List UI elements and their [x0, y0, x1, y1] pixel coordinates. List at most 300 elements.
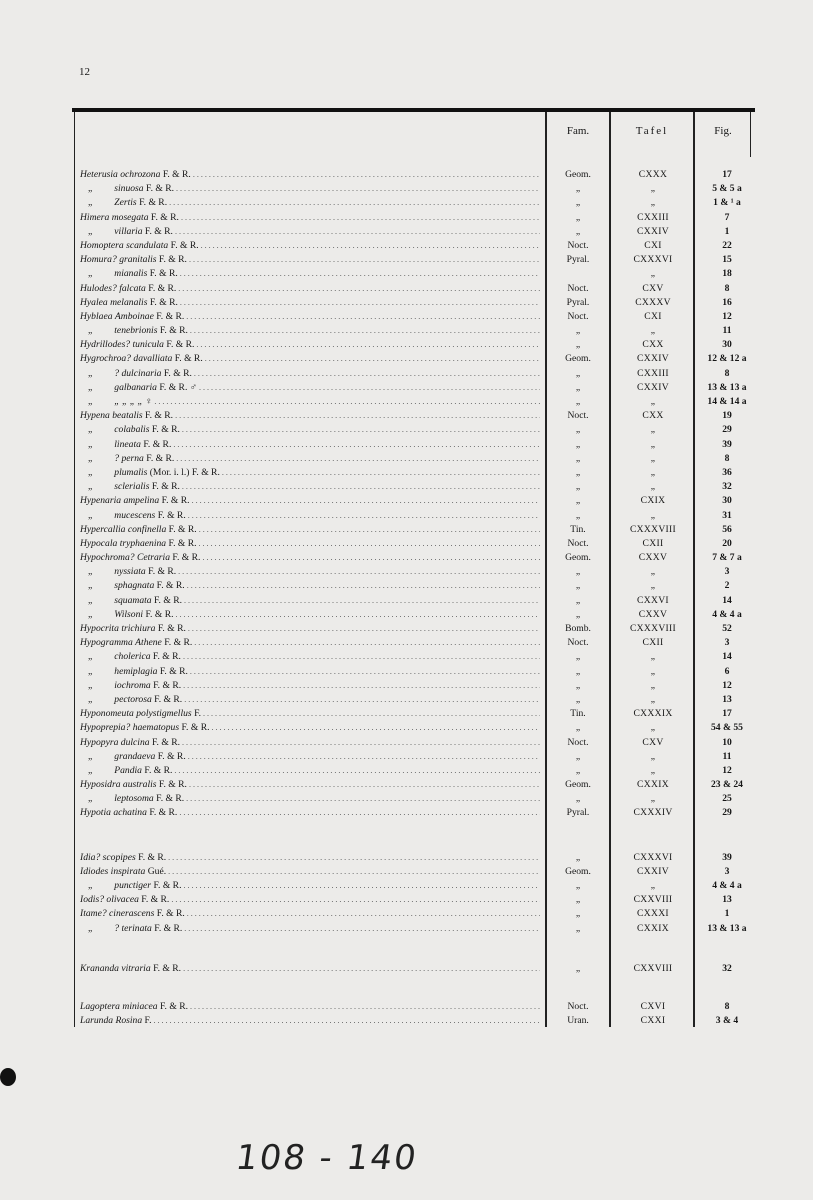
table-row: [80, 423, 750, 437]
table-row: [80, 211, 750, 225]
taxon-name: [80, 907, 540, 921]
family-cell: Uran.: [567, 1015, 589, 1027]
species-name: inspirata: [110, 865, 146, 877]
taxon-name: [80, 211, 540, 225]
author: F. & R.: [153, 880, 182, 891]
ditto-mark: „: [88, 764, 93, 776]
taxon-name: [80, 395, 540, 409]
table-row: [80, 778, 750, 792]
ditto-mark: „: [88, 197, 93, 209]
table-row: [80, 851, 750, 865]
genus-name: Homura?: [80, 254, 117, 266]
family-cell: „: [575, 851, 581, 863]
tafel-cell: „: [650, 722, 656, 734]
author: F.: [194, 708, 202, 720]
species-name: ? perna: [114, 452, 144, 464]
tafel-cell: CXII: [642, 537, 664, 549]
tafel-cell: CXXIII: [637, 367, 669, 379]
table-row: [80, 565, 750, 579]
tafel-cell: „: [650, 452, 656, 464]
tafel-cell: „: [650, 509, 656, 521]
taxon-name: [80, 622, 540, 636]
author: F. & R.: [139, 197, 168, 209]
author: F. & R.: [174, 353, 203, 365]
family-cell: Geom.: [565, 353, 591, 365]
taxon-name: [80, 650, 540, 664]
species-name: tenebrionis: [114, 325, 158, 337]
genus-name: Itame?: [80, 908, 107, 920]
author: F. & R.: [149, 296, 178, 308]
author: F. & R.: [151, 736, 180, 748]
family-cell: Geom.: [565, 169, 591, 180]
species-name: falcata: [119, 282, 146, 294]
genus-name: Hyalea: [80, 296, 108, 308]
family-cell: „: [575, 452, 581, 464]
author: F. & R.: [151, 481, 180, 493]
author: F. & R.: [151, 424, 180, 436]
author: F. & R.: [168, 523, 197, 535]
figure-cell: 15: [722, 254, 732, 266]
table-row: [80, 338, 750, 352]
figure-cell: 39: [722, 438, 732, 450]
species-name: sinuosa: [114, 183, 144, 195]
tafel-cell: „: [650, 693, 656, 705]
taxon-name: [80, 1000, 540, 1014]
species-name: cinerascens: [109, 908, 155, 920]
family-cell: „: [575, 183, 581, 195]
family-cell: Tin.: [570, 523, 586, 535]
figure-cell: 7: [724, 211, 730, 223]
figure-cell: 13 & 13 a: [707, 922, 747, 934]
author: F. & R.: [163, 367, 192, 379]
table-row: [80, 665, 750, 679]
table-row: [80, 282, 750, 296]
tafel-cell: „: [650, 438, 656, 450]
species-name: scandulata: [126, 239, 169, 251]
taxon-name: [80, 409, 540, 423]
author: F. & R.: [157, 509, 186, 521]
figure-cell: 11: [722, 325, 732, 337]
section-gap: [80, 976, 750, 1000]
author: F. & R.: [149, 807, 178, 819]
figure-cell: 14: [722, 594, 732, 606]
ditto-mark: „: [88, 651, 93, 663]
species-name: Wilsoni: [114, 608, 144, 620]
table-row: [80, 679, 750, 693]
author: F. & R.: [145, 608, 174, 620]
family-cell: „: [575, 880, 581, 891]
family-cell: „: [575, 894, 581, 906]
genus-name: Lagoptera: [80, 1000, 120, 1012]
table-row: [80, 225, 750, 239]
species-name: trichiura: [121, 623, 156, 634]
author: F. & R.: [162, 169, 191, 180]
author: F. & R.: [149, 268, 178, 280]
figure-cell: 3: [724, 865, 730, 877]
table-row: [80, 381, 750, 395]
species-name: confinella: [127, 523, 167, 535]
index-table: [80, 168, 750, 1028]
species-name: cholerica: [114, 651, 151, 663]
family-cell: „: [575, 679, 581, 691]
genus-name: Idiodes: [80, 865, 109, 877]
table-row: [80, 352, 750, 366]
taxon-name: [80, 196, 540, 210]
tafel-cell: „: [650, 325, 656, 337]
species-name: ampelina: [123, 495, 160, 507]
tafel-cell: „: [650, 396, 656, 407]
species-name: Cetraria: [136, 552, 171, 564]
taxon-name: [80, 239, 540, 253]
table-row: [80, 239, 750, 253]
family-cell: „: [575, 438, 581, 450]
taxon-name: [80, 509, 540, 523]
species-name: Athene: [135, 637, 162, 649]
tafel-cell: CXXXVIII: [629, 623, 677, 634]
author: F. & R.: [153, 679, 182, 691]
table-row: [80, 907, 750, 921]
figure-cell: 17: [722, 708, 732, 720]
author: F. & R.: [145, 410, 174, 422]
family-cell: „: [575, 325, 581, 337]
author: F. & R.: [152, 651, 181, 663]
taxon-name: [80, 324, 540, 338]
species-name: „ „ „ „: [114, 396, 143, 407]
table-row: [80, 480, 750, 494]
family-cell: „: [575, 424, 581, 436]
tafel-cell: „: [650, 651, 656, 663]
author: F. & R.: [156, 793, 185, 805]
family-cell: Bomb.: [565, 623, 591, 634]
family-cell: Noct.: [567, 1000, 589, 1012]
author: F. & R.: [144, 764, 173, 776]
ditto-mark: „: [88, 679, 93, 691]
tafel-cell: CXXVIII: [633, 894, 673, 906]
family-cell: Noct.: [567, 410, 589, 422]
tafel-cell: CXI: [644, 239, 662, 251]
tafel-cell: „: [650, 793, 656, 805]
author: F. & R.: [170, 239, 199, 251]
table-row: [80, 922, 750, 936]
ditto-mark: „: [88, 880, 93, 891]
taxon-name: [80, 168, 540, 182]
family-cell: Noct.: [567, 537, 589, 549]
species-name: mianalis: [114, 268, 148, 280]
species-name: tryphaenina: [119, 537, 167, 549]
figure-cell: 11: [722, 750, 732, 762]
ink-spot: [0, 1068, 16, 1086]
author: F. & R.: [144, 225, 173, 237]
figure-cell: 18: [722, 268, 732, 280]
figure-cell: 1: [724, 908, 730, 920]
author: F. & R.: [138, 851, 167, 863]
family-cell: „: [575, 481, 581, 493]
species-name: ? terinata: [114, 922, 152, 934]
genus-name: Hypoprepia?: [80, 722, 131, 734]
species-name: leptosoma: [114, 793, 154, 805]
table-row: [80, 551, 750, 565]
tafel-cell: „: [650, 424, 656, 436]
table-row: [80, 893, 750, 907]
family-cell: „: [575, 466, 581, 478]
author: F. & R.: [150, 211, 179, 223]
figure-cell: 36: [722, 466, 732, 478]
taxon-name: [80, 778, 540, 792]
ditto-mark: „: [88, 396, 93, 407]
table-row: [80, 608, 750, 622]
family-cell: Geom.: [565, 779, 591, 791]
header-fig: Fig.: [714, 125, 732, 137]
species-name: plumalis: [114, 466, 148, 478]
tafel-cell: „: [650, 197, 656, 209]
tafel-cell: CXXX: [638, 169, 668, 180]
section-gap: [80, 936, 750, 962]
taxon-name: [80, 381, 540, 395]
taxon-name: [80, 893, 540, 907]
taxon-name: [80, 636, 540, 650]
genus-name: Himera: [80, 211, 110, 223]
taxon-name: [80, 423, 540, 437]
figure-cell: 54 & 55: [711, 722, 743, 734]
family-cell: Noct.: [567, 637, 589, 649]
table-row: [80, 395, 750, 409]
species-name: davalliata: [133, 353, 173, 365]
family-cell: „: [575, 197, 581, 209]
tafel-cell: „: [650, 679, 656, 691]
taxon-name: [80, 1014, 540, 1028]
ditto-mark: „: [88, 381, 93, 393]
figure-cell: 10: [722, 736, 732, 748]
table-row: [80, 579, 750, 593]
family-cell: „: [575, 764, 581, 776]
tafel-cell: „: [650, 466, 656, 478]
taxon-name: [80, 736, 540, 750]
author: ♀: [145, 396, 153, 407]
genus-name: Hypenaria: [80, 495, 122, 507]
figure-cell: 8: [724, 452, 730, 464]
header-fam: Fam.: [566, 125, 590, 137]
family-cell: „: [575, 665, 581, 677]
figure-cell: 23 & 24: [711, 779, 743, 791]
figure-cell: 8: [724, 282, 730, 294]
tafel-cell: „: [650, 481, 656, 493]
author: F. & R.: [159, 665, 188, 677]
family-cell: „: [575, 793, 581, 805]
tafel-cell: „: [650, 580, 656, 592]
table-row: [80, 310, 750, 324]
figure-cell: 20: [722, 537, 732, 549]
figure-cell: 3: [724, 566, 730, 578]
taxon-name: [80, 338, 540, 352]
table-row: [80, 367, 750, 381]
tafel-cell: CXVI: [640, 1000, 666, 1012]
species-name: ? dulcinaria: [114, 367, 162, 379]
species-name: beatalis: [112, 410, 143, 422]
family-cell: „: [575, 651, 581, 663]
species-name: granitalis: [119, 254, 157, 266]
author: F. & R.: [146, 183, 175, 195]
table-row: [80, 494, 750, 508]
family-cell: „: [575, 339, 581, 351]
author: F. & R.: [168, 537, 197, 549]
tafel-cell: CXXIV: [637, 865, 669, 877]
family-cell: Noct.: [567, 282, 589, 294]
family-cell: Noct.: [567, 239, 589, 251]
taxon-name: [80, 594, 540, 608]
table-row: [80, 182, 750, 196]
figure-cell: 22: [722, 239, 732, 251]
figure-cell: 1 & ¹ a: [713, 197, 741, 209]
family-cell: „: [575, 922, 581, 934]
taxon-name: [80, 865, 540, 879]
figure-cell: 56: [722, 523, 732, 535]
author: F. & R.: [143, 438, 172, 450]
figure-cell: 8: [724, 367, 730, 379]
genus-name: Hygrochroa?: [80, 353, 131, 365]
species-name: ochrozona: [120, 169, 161, 180]
taxon-name: [80, 523, 540, 537]
family-cell: „: [575, 722, 581, 734]
taxon-name: [80, 253, 540, 267]
figure-cell: 13 & 13 a: [707, 381, 747, 393]
tafel-cell: CXXXV: [635, 296, 671, 308]
tafel-cell: CXXIX: [637, 922, 669, 934]
author: F. & R.: [161, 495, 190, 507]
taxon-name: [80, 225, 540, 239]
author: F. & R. ♂: [159, 381, 197, 393]
species-name: lineata: [114, 438, 141, 450]
family-cell: Noct.: [567, 736, 589, 748]
species-name: Pandia: [114, 764, 142, 776]
figure-cell: 30: [722, 339, 732, 351]
table-row: [80, 879, 750, 893]
taxon-name: [80, 750, 540, 764]
ditto-mark: „: [88, 580, 93, 592]
table-row: [80, 736, 750, 750]
section-gap: [80, 821, 750, 851]
genus-name: Iodis?: [80, 894, 104, 906]
tafel-cell: CXXIV: [637, 353, 669, 365]
species-name: punctiger: [114, 880, 152, 891]
family-cell: „: [575, 495, 581, 507]
author: F. & R.: [159, 325, 188, 337]
taxon-name: [80, 452, 540, 466]
genus-name: Hulodes?: [80, 282, 117, 294]
author: F. & R.: [148, 566, 177, 578]
species-name: sclerialis: [114, 481, 150, 493]
taxon-name: [80, 764, 540, 778]
table-row: [80, 1014, 750, 1028]
table-row: [80, 466, 750, 480]
figure-cell: 3 & 4: [715, 1015, 739, 1027]
taxon-name: [80, 282, 540, 296]
table-row: [80, 296, 750, 310]
genus-name: Hypochroma?: [80, 552, 135, 564]
taxon-name: [80, 579, 540, 593]
taxon-name: [80, 792, 540, 806]
figure-cell: 25: [722, 793, 732, 805]
genus-name: Hypercallia: [80, 523, 126, 535]
family-cell: „: [575, 509, 581, 521]
genus-name: Hypopyra: [80, 736, 119, 748]
author: F. & R.: [157, 623, 186, 634]
table-row: [80, 509, 750, 523]
genus-name: Hypocala: [80, 537, 118, 549]
figure-cell: 13: [722, 894, 732, 906]
species-name: Zertis: [114, 197, 137, 209]
ditto-mark: „: [88, 438, 93, 450]
table-row: [80, 196, 750, 210]
genus-name: Hypogramma: [80, 637, 133, 649]
table-row: [80, 693, 750, 707]
tafel-cell: CXIX: [640, 495, 666, 507]
family-cell: „: [575, 962, 581, 974]
genus-name: Idia?: [80, 851, 101, 863]
ditto-mark: „: [88, 452, 93, 464]
family-cell: Geom.: [565, 552, 591, 564]
tafel-cell: CXXXIX: [633, 708, 673, 720]
taxon-name: [80, 310, 540, 324]
tafel-cell: CXXIII: [637, 211, 669, 223]
tafel-cell: CXXXVIII: [629, 523, 677, 535]
species-name: mucescens: [114, 509, 156, 521]
figure-cell: 39: [722, 851, 732, 863]
tafel-cell: CXXXI: [637, 908, 669, 920]
table-row: [80, 806, 750, 820]
tafel-cell: CXXXVI: [633, 851, 673, 863]
family-cell: „: [575, 225, 581, 237]
ditto-mark: „: [88, 466, 93, 478]
genus-name: Homoptera: [80, 239, 124, 251]
table-row: [80, 324, 750, 338]
tafel-cell: CXXV: [638, 552, 668, 564]
ditto-mark: „: [88, 922, 93, 934]
figure-cell: 14: [722, 651, 732, 663]
author: F. & R.: [157, 750, 186, 762]
author: F. & R.: [166, 339, 195, 351]
ditto-mark: „: [88, 665, 93, 677]
table-row: [80, 594, 750, 608]
ditto-mark: „: [88, 268, 93, 280]
author: F. & R.: [158, 254, 187, 266]
taxon-name: [80, 182, 540, 196]
header-rule: [72, 108, 755, 112]
family-cell: „: [575, 693, 581, 705]
author: F. & R.: [156, 908, 185, 920]
ditto-mark: „: [88, 481, 93, 493]
author: F. & R.: [141, 894, 170, 906]
ditto-mark: „: [88, 509, 93, 521]
family-cell: „: [575, 367, 581, 379]
taxon-name: [80, 296, 540, 310]
taxon-name: [80, 480, 540, 494]
taxon-name: [80, 608, 540, 622]
page-number: 12: [79, 66, 90, 78]
taxon-name: [80, 438, 540, 452]
figure-cell: 16: [722, 296, 732, 308]
species-name: vitraria: [121, 962, 151, 974]
author: F. & R.: [146, 452, 175, 464]
figure-cell: 12: [722, 764, 732, 776]
author: F. & R.: [153, 962, 182, 974]
species-name: australis: [122, 779, 157, 791]
species-name: colabalis: [114, 424, 150, 436]
header-tafel: Tafel: [635, 125, 669, 137]
table-row: [80, 267, 750, 281]
genus-name: Heterusia: [80, 169, 118, 180]
tafel-cell: CXXIX: [637, 779, 669, 791]
genus-name: Hypena: [80, 410, 110, 422]
